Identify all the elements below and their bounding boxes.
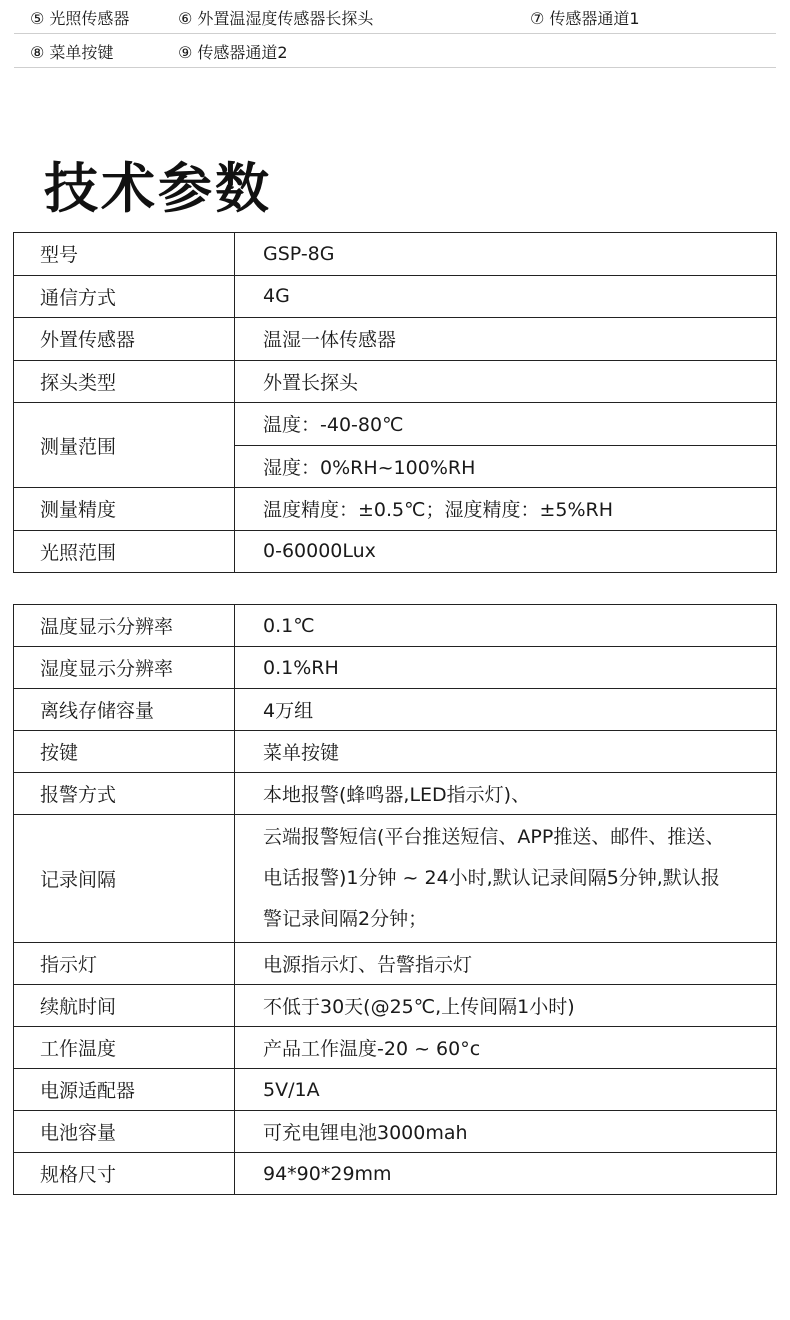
spec-value: 温度精度：±0.5℃；湿度精度：±5%RH (235, 488, 777, 531)
spec-key: 通信方式 (14, 275, 235, 318)
legend-row-2 (14, 34, 776, 68)
table-row (14, 488, 777, 531)
spec-value: 温度：-40-80℃ (235, 403, 777, 446)
spec-key: 测量精度 (14, 488, 235, 531)
table-row (14, 943, 777, 985)
spec-value: 0.1℃ (235, 605, 777, 647)
legend-item-light-sensor: ⑤ 光照传感器 (30, 9, 130, 28)
table-row (14, 403, 777, 446)
spec-key: 测量范围 (14, 403, 235, 488)
table-row (14, 1027, 777, 1069)
component-legend (14, 0, 776, 68)
spec-value-line: 电话报警)1分钟 ~ 24小时,默认记录间隔5分钟,默认报 (263, 867, 720, 889)
spec-key: 温度显示分辨率 (14, 605, 235, 647)
spec-key: 型号 (14, 233, 235, 276)
table-row (14, 1153, 777, 1195)
spec-key: 工作温度 (14, 1027, 235, 1069)
spec-value: 湿度：0%RH~100%RH (235, 445, 777, 488)
legend-item-channel-1: ⑦ 传感器通道1 (530, 9, 640, 28)
spec-value: 产品工作温度-20 ~ 60°c (235, 1027, 777, 1069)
spec-value: 不低于30天(@25℃,上传间隔1小时) (235, 985, 777, 1027)
spec-value-line: 警记录间隔2分钟； (263, 908, 428, 930)
spec-table-2 (13, 604, 777, 1195)
spec-key: 规格尺寸 (14, 1153, 235, 1195)
table-row (14, 233, 777, 276)
spec-value: 外置长探头 (235, 360, 777, 403)
spec-key: 湿度显示分辨率 (14, 647, 235, 689)
table-row (14, 318, 777, 361)
spec-value: 菜单按键 (235, 731, 777, 773)
table-row (14, 1069, 777, 1111)
table-row (14, 360, 777, 403)
spec-key: 光照范围 (14, 530, 235, 573)
spec-value: 5V/1A (235, 1069, 777, 1111)
spec-key: 按键 (14, 731, 235, 773)
table-row (14, 647, 777, 689)
legend-row-1 (14, 0, 776, 34)
spec-key: 外置传感器 (14, 318, 235, 361)
table-row (14, 773, 777, 815)
spec-key: 离线存储容量 (14, 689, 235, 731)
table-row (14, 731, 777, 773)
spec-key: 电源适配器 (14, 1069, 235, 1111)
spec-value-multiline (235, 815, 777, 943)
spec-value: 4万组 (235, 689, 777, 731)
spec-value-line: 云端报警短信(平台推送短信、APP推送、邮件、推送、 (263, 826, 725, 848)
table-row (14, 985, 777, 1027)
spec-table-1 (13, 232, 777, 573)
legend-item-channel-2: ⑨ 传感器通道2 (178, 43, 288, 62)
spec-value: 本地报警(蜂鸣器,LED指示灯)、 (235, 773, 777, 815)
table-row (14, 689, 777, 731)
spec-value: 0-60000Lux (235, 530, 777, 573)
legend-item-external-probe: ⑥ 外置温湿度传感器长探头 (178, 9, 374, 28)
spec-value: 0.1%RH (235, 647, 777, 689)
spec-value: 94*90*29mm (235, 1153, 777, 1195)
table-row (14, 1111, 777, 1153)
table-row (14, 605, 777, 647)
spec-key: 电池容量 (14, 1111, 235, 1153)
spec-value: 可充电锂电池3000mah (235, 1111, 777, 1153)
spec-value: 电源指示灯、告警指示灯 (235, 943, 777, 985)
legend-item-menu-key: ⑧ 菜单按键 (30, 43, 114, 62)
spec-value: 温湿一体传感器 (235, 318, 777, 361)
table-row (14, 815, 777, 943)
spec-key: 报警方式 (14, 773, 235, 815)
spec-value: 4G (235, 275, 777, 318)
spec-key: 记录间隔 (14, 815, 235, 943)
table-row (14, 275, 777, 318)
page-title: 技术参数 (44, 157, 272, 220)
spec-key: 探头类型 (14, 360, 235, 403)
table-row (14, 530, 777, 573)
spec-value: GSP-8G (235, 233, 777, 276)
spec-key: 续航时间 (14, 985, 235, 1027)
spec-key: 指示灯 (14, 943, 235, 985)
